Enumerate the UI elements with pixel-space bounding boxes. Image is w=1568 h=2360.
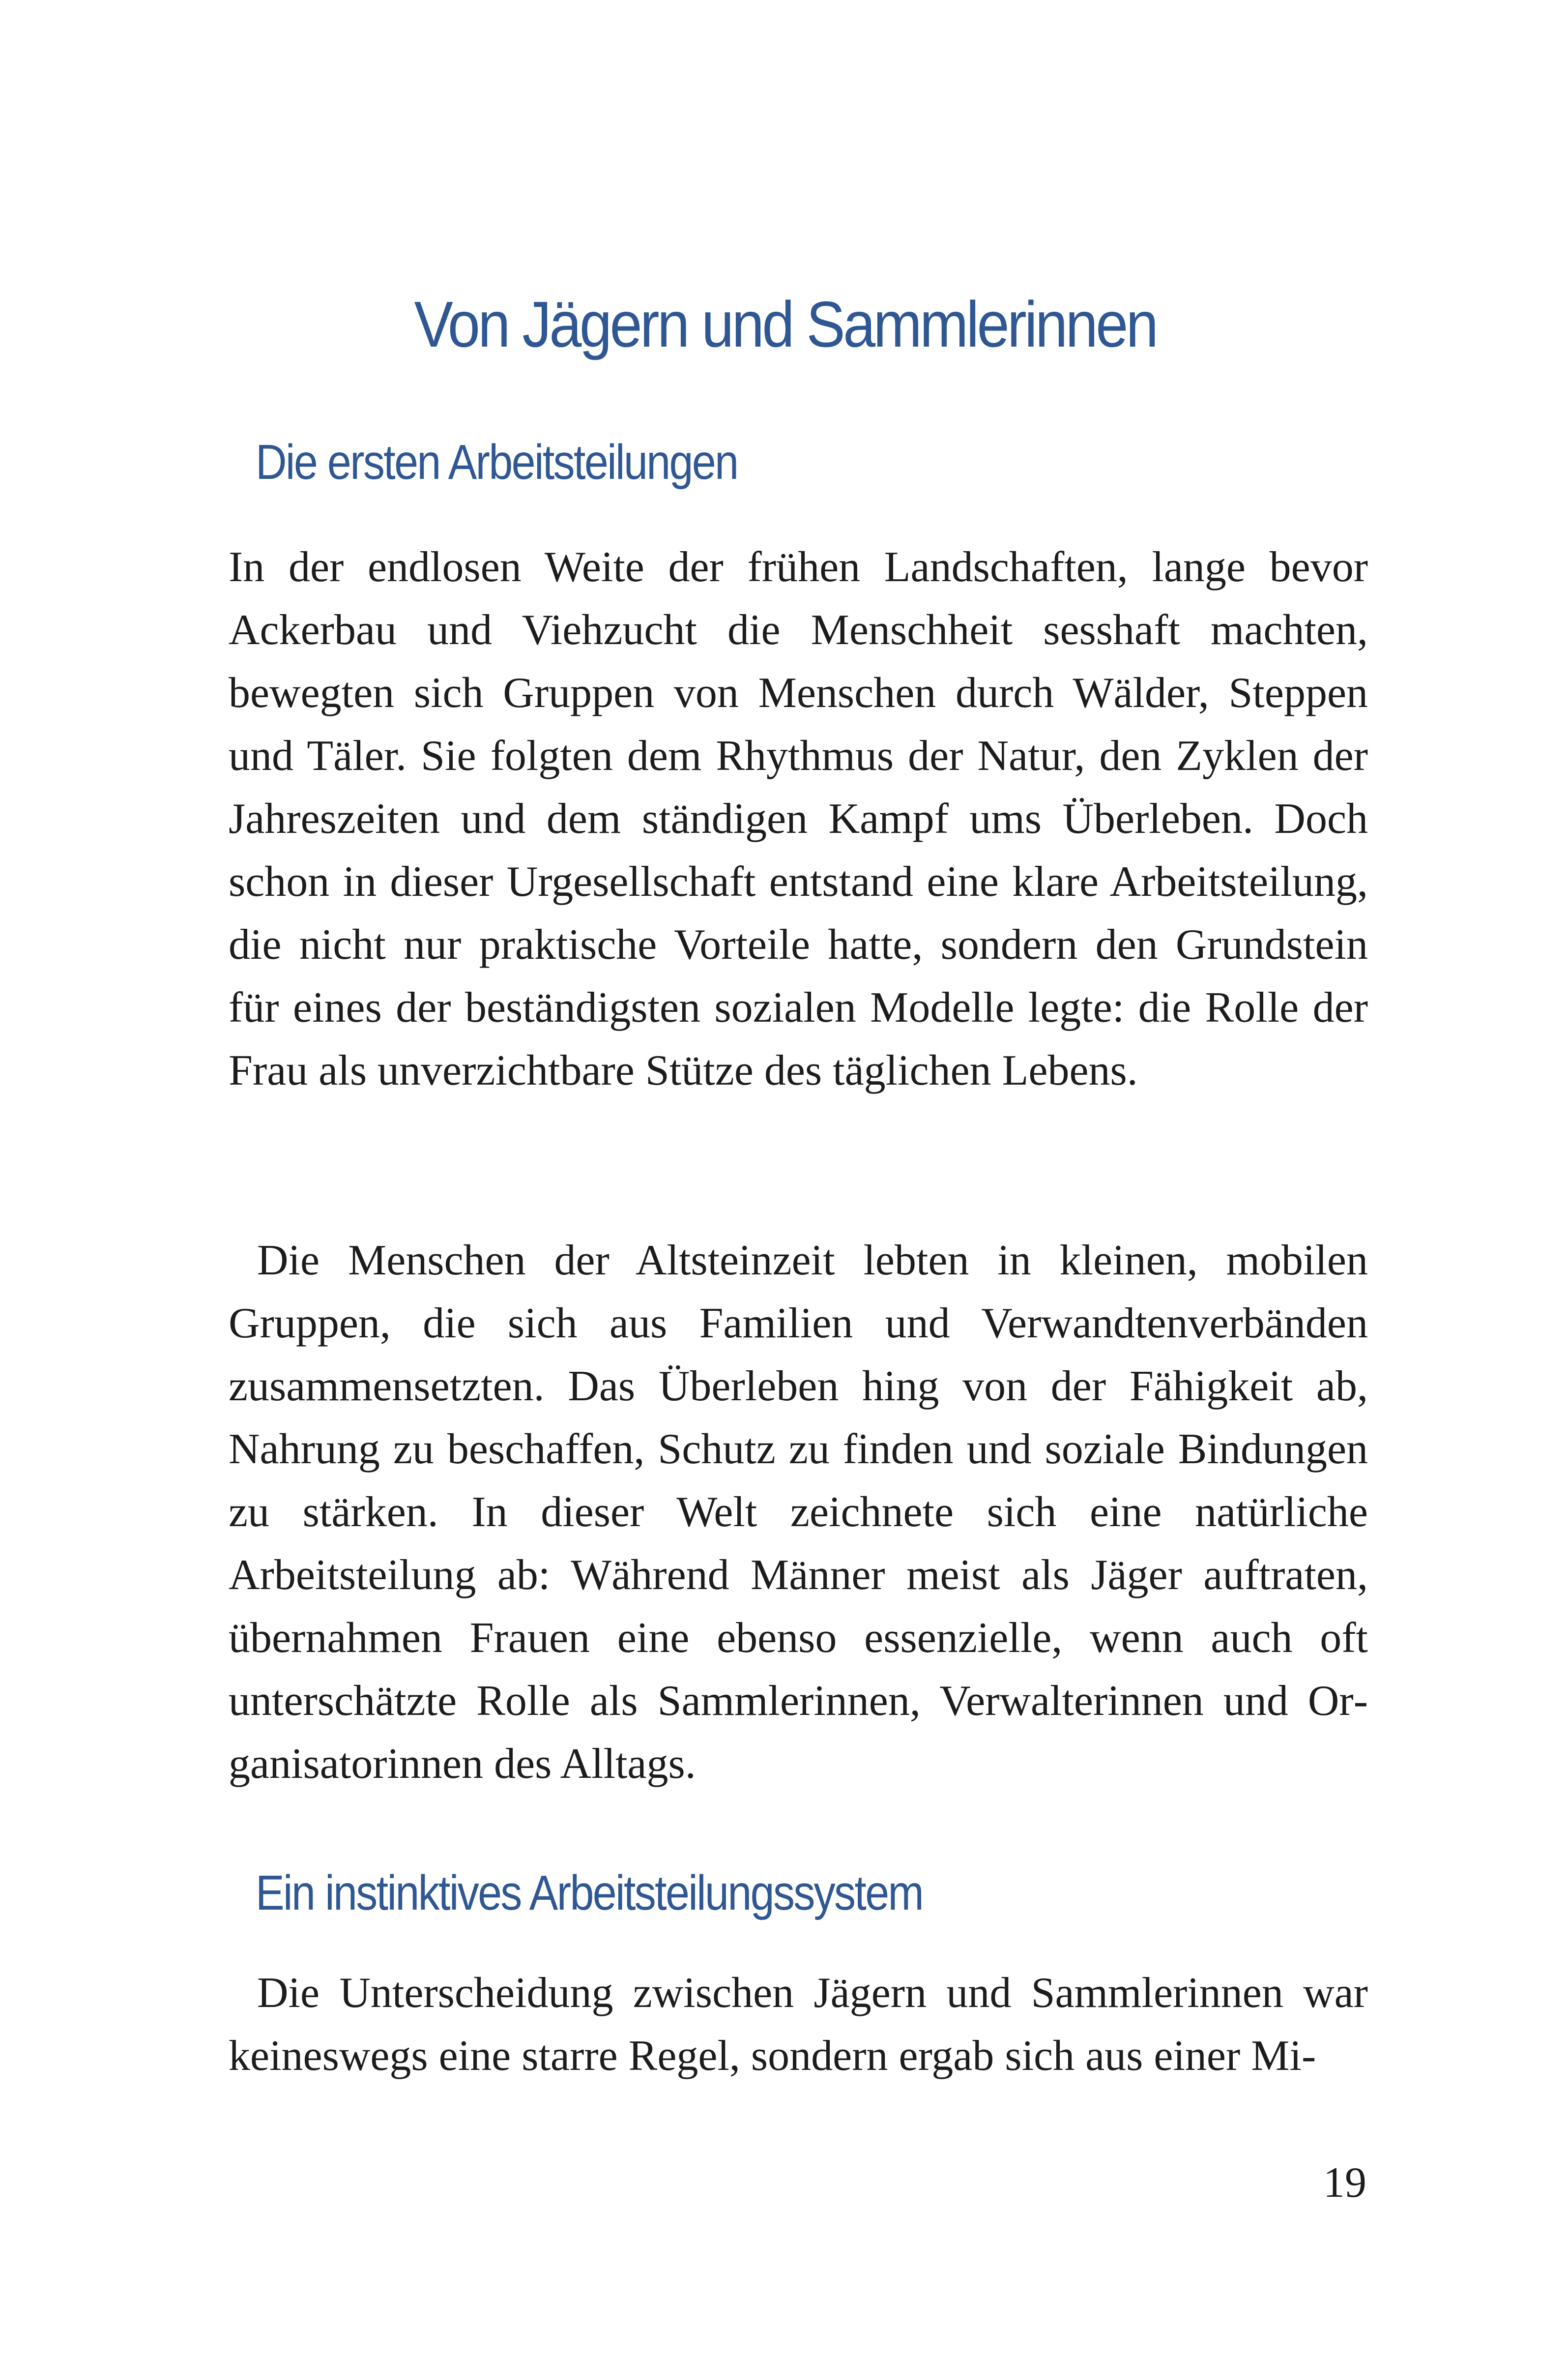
chapter-title: Von Jägern und Sammlerinnen bbox=[414, 288, 1157, 360]
page-number: 19 bbox=[1323, 2159, 1366, 2207]
section-heading-first-divisions: Die ersten Arbeitsteilungen bbox=[256, 435, 738, 490]
section-heading-instinctive-system: Ein instinktives Arbeitsteilungssystem bbox=[256, 1865, 923, 1920]
body-paragraph-1: In der endlosen Weite der frühen Landschaften, lange bevor Ackerbau und Viehzucht die Menschheit sesshaft machten, bewegten sich Gruppen von Menschen durch Wälder, Steppen und Täler. Sie folgten dem Rhythmus der Natur, den Zyklen der Jahreszeiten und dem ständigen Kampf ums Überleben. Doch schon in dieser Urgesellschaft entstand eine klare Arbeitsteilung, die nicht nur praktische Vorteile hatte, sondern den Grundstein für eines der beständigsten sozialen Modelle legte: die Rolle der Frau als unverzichtbare Stütze des täglichen Lebens. bbox=[229, 543, 1368, 1094]
body-paragraph-2: Die Menschen der Altsteinzeit lebten in kleinen, mobilen Gruppen, die sich aus Familien und Verwandtenverbänden zusammensetzten. Das Überleben hing von der Fähigkeit ab, Nahrung zu beschaffen, Schutz zu finden und soziale Bindungen zu stärken. In dieser Welt zeichnete sich eine natürliche Arbeitsteilung ab: Während Männer meist als Jäger auftraten, übernahmen Frauen eine ebenso essenzielle, wenn auch oft unterschätzte Rolle als Sammlerinnen, Verwalterinnen und Organisatorinnen des Alltags. bbox=[229, 1237, 1368, 1788]
body-paragraph-3: Die Unterscheidung zwischen Jägern und Sammlerinnen war keineswegs eine starre Regel, sondern ergab sich aus einer Mi- bbox=[229, 1969, 1368, 2080]
